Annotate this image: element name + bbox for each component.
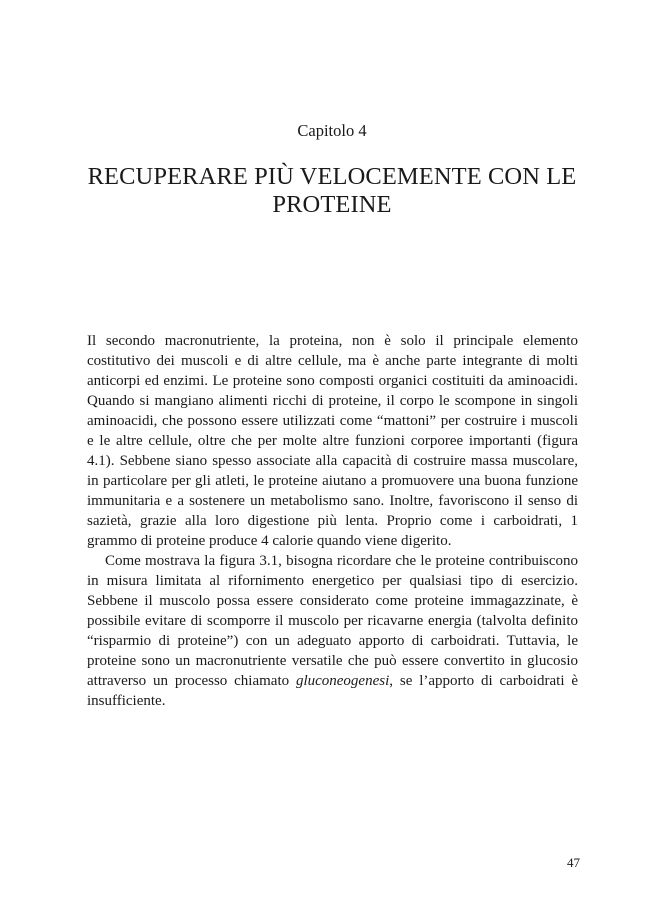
paragraph-2: [87, 551, 578, 711]
paragraph-2-text-start: Come mostrava la figura 3.1, bisogna ricordare che le proteine contribuiscono in misura limitata al rifornimento energetico per qualsiasi tipo di esercizio. Sebbene il muscolo possa essere considerato come proteine immagazzinate, è possibile evitare di scomporre il muscolo per ricavarne energia (talvolta definito “risparmio di proteine”) con un adeguato apporto di carboidrati. Tuttavia, le proteine sono un macronutriente versatile che può essere convertito in glucosio attraverso un processo chiamato: [87, 553, 578, 689]
chapter-label: Capitolo 4: [297, 121, 367, 140]
page-number: 47: [567, 855, 580, 870]
chapter-title: RECUPERARE PIÙ VELOCEMENTE CON LE PROTEINE: [87, 163, 577, 218]
paragraph-2-text-end: , se l’apporto di carboidrati è insufficiente.: [87, 673, 578, 709]
paragraph-1: Il secondo macronutriente, la proteina, non è solo il principale elemento costitutivo dei muscoli e di altre cellule, ma è anche parte integrante di molti anticorpi ed enzimi. Le proteine sono composti organici costituiti da aminoacidi. Quando si mangiano alimenti ricchi di proteine, il corpo le scompone in singoli aminoacidi, che possono essere utilizzati come “mattoni” per costruire i muscoli e le altre cellule, oltre che per molte altre funzioni corporee importanti (figura 4.1). Sebbene siano spesso associate alla capacità di costruire massa muscolare, in particolare per gli atleti, le proteine aiutano a promuovere una buona funzione immunitaria e a sostenere un metabolismo sano. Inoltre, favoriscono il senso di sazietà, grazie alla loro digestione più lenta. Proprio come i carboidrati, 1 grammo di proteine produce 4 calorie quando viene digerito.: [87, 333, 578, 549]
italic-term: gluconeogenesi: [295, 673, 390, 689]
body-text: [87, 331, 578, 711]
